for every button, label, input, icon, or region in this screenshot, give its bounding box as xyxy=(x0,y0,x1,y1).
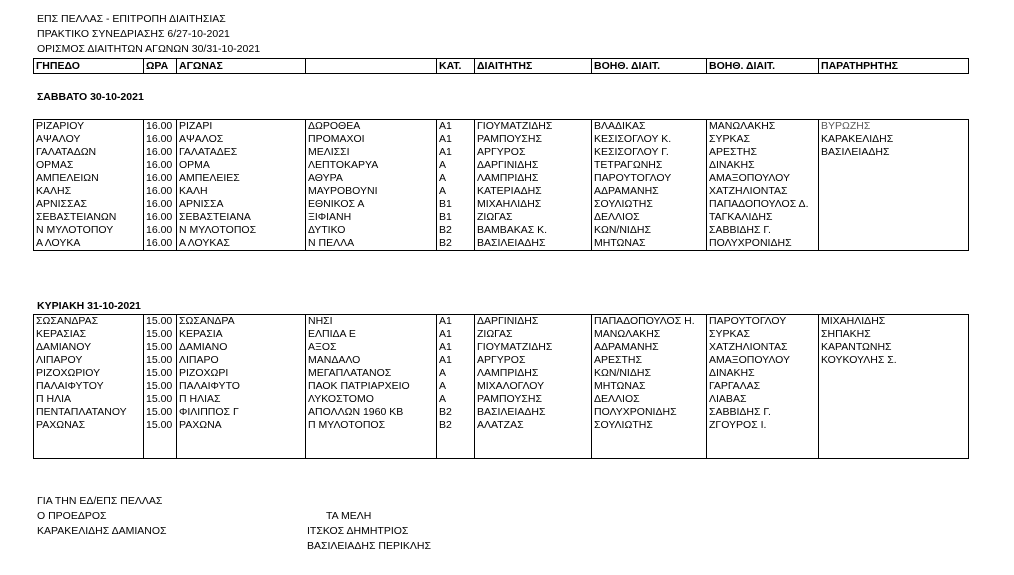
cell-venue: Π ΗΛΙΑ xyxy=(34,393,144,406)
cell-category: Α xyxy=(437,185,475,198)
cell-time: 15.00 xyxy=(144,367,177,380)
cell-time: 16.00 xyxy=(144,159,177,172)
table-row xyxy=(34,445,969,459)
cell-referee: ΑΡΓΥΡΟΣ xyxy=(475,146,592,159)
cell-venue: ΓΑΛΑΤΑΔΩΝ xyxy=(34,146,144,159)
cell-referee: ΖΙΩΓΑΣ xyxy=(475,328,592,341)
cell-venue: ΡΙΖΟΧΩΡΙΟΥ xyxy=(34,367,144,380)
column-header-assistant-2: ΒΟΗΘ. ΔΙΑΙΤ. xyxy=(707,59,819,74)
cell-referee: ΚΑΤΕΡΙΑΔΗΣ xyxy=(475,185,592,198)
cell-time: 16.00 xyxy=(144,146,177,159)
cell-home-team: ΡΑΧΩΝΑ xyxy=(177,419,306,432)
table-row xyxy=(34,211,969,224)
cell-assistant-2: ΖΓΟΥΡΟΣ Ι. xyxy=(707,419,819,432)
column-header-away-team xyxy=(306,59,437,74)
cell-assistant-2 xyxy=(707,445,819,459)
cell-assistant-2: ΧΑΤΖΗΛΙΟΝΤΑΣ xyxy=(707,185,819,198)
cell-assistant-2: ΑΜΑΞΟΠΟΥΛΟΥ xyxy=(707,172,819,185)
cell-time: 15.00 xyxy=(144,380,177,393)
cell-referee: ΜΙΧΑΛΟΓΛΟΥ xyxy=(475,380,592,393)
cell-category xyxy=(437,445,475,459)
cell-referee: ΜΙΧΑΗΛΙΔΗΣ xyxy=(475,198,592,211)
cell-referee xyxy=(475,445,592,459)
cell-observer xyxy=(819,159,969,172)
cell-category: Α1 xyxy=(437,354,475,367)
column-header-category: ΚΑΤ. xyxy=(437,59,475,74)
cell-away-team: ΑΠΟΛΛΩΝ 1960 ΚΒ xyxy=(306,406,437,419)
cell-category: Α1 xyxy=(437,146,475,159)
cell-home-team: ΡΙΖΟΧΩΡΙ xyxy=(177,367,306,380)
column-header-time: ΩΡΑ xyxy=(144,59,177,74)
cell-referee: ΒΑΣΙΛΕΙΑΔΗΣ xyxy=(475,237,592,251)
cell-away-team: ΠΡΟΜΑΧΟΙ xyxy=(306,133,437,146)
cell-assistant-1: ΤΕΤΡΑΓΩΝΗΣ xyxy=(592,159,707,172)
president-title: Ο ΠΡΟΕΔΡΟΣ xyxy=(37,510,107,522)
cell-away-team: ΔΩΡΟΘΕΑ xyxy=(306,120,437,134)
cell-venue: ΚΑΛΗΣ xyxy=(34,185,144,198)
cell-venue xyxy=(34,432,144,445)
cell-referee: ΑΛΑΤΖΑΣ xyxy=(475,419,592,432)
cell-observer: ΚΑΡΑΝΤΩΝΗΣ xyxy=(819,341,969,354)
table-row xyxy=(34,393,969,406)
cell-referee: ΒΑΜΒΑΚΑΣ Κ. xyxy=(475,224,592,237)
cell-assistant-1: ΣΟΥΛΙΩΤΗΣ xyxy=(592,198,707,211)
cell-assistant-2: ΣΥΡΚΑΣ xyxy=(707,328,819,341)
cell-venue: Ν ΜΥΛΟΤΟΠΟΥ xyxy=(34,224,144,237)
column-header-observer: ΠΑΡΑΤΗΡΗΤΗΣ xyxy=(819,59,969,74)
cell-time: 15.00 xyxy=(144,419,177,432)
cell-away-team: ΕΛΠΙΔΑ Ε xyxy=(306,328,437,341)
cell-time: 16.00 xyxy=(144,120,177,134)
cell-home-team: ΡΙΖΑΡΙ xyxy=(177,120,306,134)
column-header-home-team: ΑΓΩΝΑΣ xyxy=(177,59,306,74)
cell-home-team: Π ΗΛΙΑΣ xyxy=(177,393,306,406)
header-line-3: ΟΡΙΣΜΟΣ ΔΙΑΙΤΗΤΩΝ ΑΓΩΝΩΝ 30/31-10-2021 xyxy=(37,43,261,55)
cell-category: Β2 xyxy=(437,419,475,432)
cell-home-team: ΠΑΛΑΙΦΥΤΟ xyxy=(177,380,306,393)
cell-time xyxy=(144,445,177,459)
table-row xyxy=(34,146,969,159)
cell-home-team: Ν ΜΥΛΟΤΟΠΟΣ xyxy=(177,224,306,237)
cell-category: Α xyxy=(437,172,475,185)
cell-category: Β1 xyxy=(437,211,475,224)
cell-venue: ΠΑΛΑΙΦΥΤΟΥ xyxy=(34,380,144,393)
cell-away-team: ΔΥΤΙΚΟ xyxy=(306,224,437,237)
cell-away-team xyxy=(306,432,437,445)
cell-observer: ΚΑΡΑΚΕΛΙΔΗΣ xyxy=(819,133,969,146)
cell-observer xyxy=(819,211,969,224)
cell-assistant-1: ΔΕΛΛΙΟΣ xyxy=(592,393,707,406)
column-header-venue: ΓΗΠΕΔΟ xyxy=(34,59,144,74)
cell-observer xyxy=(819,380,969,393)
cell-assistant-1: ΚΕΣΙΣΟΓΛΟΥ Γ. xyxy=(592,146,707,159)
cell-time: 15.00 xyxy=(144,328,177,341)
cell-category: Β2 xyxy=(437,406,475,419)
column-header-referee: ΔΙΑΙΤΗΤΗΣ xyxy=(475,59,592,74)
cell-assistant-2: ΑΡΕΣΤΗΣ xyxy=(707,146,819,159)
cell-assistant-1: ΜΑΝΩΛΑΚΗΣ xyxy=(592,328,707,341)
cell-away-team: ΜΑΝΔΑΛΟ xyxy=(306,354,437,367)
cell-time: 15.00 xyxy=(144,354,177,367)
cell-assistant-2: ΠΟΛΥΧΡΟΝΙΔΗΣ xyxy=(707,237,819,251)
cell-assistant-1: ΠΟΛΥΧΡΟΝΙΔΗΣ xyxy=(592,406,707,419)
cell-assistant-1: ΚΩΝ/ΝΙΔΗΣ xyxy=(592,367,707,380)
cell-time: 16.00 xyxy=(144,185,177,198)
cell-assistant-2: ΛΙΑΒΑΣ xyxy=(707,393,819,406)
cell-home-team: ΟΡΜΑ xyxy=(177,159,306,172)
cell-venue: ΑΜΠΕΛΕΙΩΝ xyxy=(34,172,144,185)
cell-away-team: ΕΘΝΙΚΟΣ Α xyxy=(306,198,437,211)
cell-observer xyxy=(819,419,969,432)
cell-assistant-2: ΑΜΑΞΟΠΟΥΛΟΥ xyxy=(707,354,819,367)
cell-time: 15.00 xyxy=(144,341,177,354)
cell-venue: ΡΙΖΑΡΙΟΥ xyxy=(34,120,144,134)
cell-venue: ΣΕΒΑΣΤΕΙΑΝΩΝ xyxy=(34,211,144,224)
table-row xyxy=(34,172,969,185)
cell-assistant-1: ΠΑΡΟΥΤΟΓΛΟΥ xyxy=(592,172,707,185)
cell-home-team: ΑΡΝΙΣΣΑ xyxy=(177,198,306,211)
cell-referee: ΔΑΡΓΙΝΙΔΗΣ xyxy=(475,159,592,172)
cell-home-team: ΛΙΠΑΡΟ xyxy=(177,354,306,367)
cell-home-team: ΑΜΠΕΛΕΙΕΣ xyxy=(177,172,306,185)
cell-observer xyxy=(819,237,969,251)
cell-assistant-1: ΑΡΕΣΤΗΣ xyxy=(592,354,707,367)
cell-home-team: ΚΕΡΑΣΙΑ xyxy=(177,328,306,341)
cell-time: 16.00 xyxy=(144,133,177,146)
cell-assistant-2: ΤΑΓΚΑΛΙΔΗΣ xyxy=(707,211,819,224)
cell-observer: ΣΗΠΑΚΗΣ xyxy=(819,328,969,341)
cell-referee: ΔΑΡΓΙΝΙΔΗΣ xyxy=(475,315,592,329)
cell-away-team: ΑΞΟΣ xyxy=(306,341,437,354)
cell-referee: ΓΙΟΥΜΑΤΖΙΔΗΣ xyxy=(475,120,592,134)
cell-referee: ΖΙΩΓΑΣ xyxy=(475,211,592,224)
sunday-title: ΚΥΡΙΑΚΗ 31-10-2021 xyxy=(37,300,141,312)
cell-assistant-2 xyxy=(707,432,819,445)
cell-away-team: ΛΕΠΤΟΚΑΡΥΑ xyxy=(306,159,437,172)
table-row xyxy=(34,315,969,329)
members-title: ΤΑ ΜΕΛΗ xyxy=(326,510,372,522)
cell-assistant-1: ΚΩΝ/ΝΙΔΗΣ xyxy=(592,224,707,237)
cell-time xyxy=(144,432,177,445)
president-name: ΚΑΡΑΚΕΛΙΔΗΣ ΔΑΜΙΑΝΟΣ xyxy=(37,525,167,537)
cell-category: Α1 xyxy=(437,341,475,354)
cell-venue: Α ΛΟΥΚΑ xyxy=(34,237,144,251)
cell-category: Α xyxy=(437,367,475,380)
cell-assistant-2: ΜΑΝΩΛΑΚΗΣ xyxy=(707,120,819,134)
cell-observer xyxy=(819,367,969,380)
cell-observer xyxy=(819,198,969,211)
cell-venue: ΠΕΝΤΑΠΛΑΤΑΝΟΥ xyxy=(34,406,144,419)
cell-away-team: ΞΙΦΙΑΝΗ xyxy=(306,211,437,224)
cell-assistant-1: ΑΔΡΑΜΑΝΗΣ xyxy=(592,341,707,354)
column-header-row xyxy=(34,59,969,74)
cell-venue: ΡΑΧΩΝΑΣ xyxy=(34,419,144,432)
cell-assistant-2: ΠΑΡΟΥΤΟΓΛΟΥ xyxy=(707,315,819,329)
cell-venue: ΣΩΣΑΝΔΡΑΣ xyxy=(34,315,144,329)
cell-venue: ΟΡΜΑΣ xyxy=(34,159,144,172)
table-row xyxy=(34,406,969,419)
table-row xyxy=(34,120,969,134)
cell-referee: ΒΑΣΙΛΕΙΑΔΗΣ xyxy=(475,406,592,419)
cell-assistant-2: ΣΑΒΒΙΔΗΣ Γ. xyxy=(707,406,819,419)
cell-assistant-1: ΠΑΠΑΔΟΠΟΥΛΟΣ Η. xyxy=(592,315,707,329)
cell-category: Α xyxy=(437,380,475,393)
cell-time: 16.00 xyxy=(144,198,177,211)
cell-venue: ΑΨΑΛΟΥ xyxy=(34,133,144,146)
cell-time: 16.00 xyxy=(144,237,177,251)
cell-home-team: ΓΑΛΑΤΑΔΕΣ xyxy=(177,146,306,159)
table-row xyxy=(34,380,969,393)
cell-away-team: ΠΑΟΚ ΠΑΤΡΙΑΡΧΕΙΟ xyxy=(306,380,437,393)
cell-observer: ΜΙΧΑΗΛΙΔΗΣ xyxy=(819,315,969,329)
cell-away-team: ΜΕΓΑΠΛΑΤΑΝΟΣ xyxy=(306,367,437,380)
cell-referee xyxy=(475,432,592,445)
table-row xyxy=(34,224,969,237)
table-row xyxy=(34,419,969,432)
cell-referee: ΛΑΜΠΡΙΔΗΣ xyxy=(475,367,592,380)
cell-away-team: ΜΑΥΡΟΒΟΥΝΙ xyxy=(306,185,437,198)
column-header-assistant-1: ΒΟΗΘ. ΔΙΑΙΤ. xyxy=(592,59,707,74)
cell-home-team: ΔΑΜΙΑΝΟ xyxy=(177,341,306,354)
cell-time: 15.00 xyxy=(144,315,177,329)
table-row xyxy=(34,432,969,445)
cell-assistant-1: ΚΕΣΙΣΟΓΛΟΥ Κ. xyxy=(592,133,707,146)
cell-home-team: ΣΕΒΑΣΤΕΙΑΝΑ xyxy=(177,211,306,224)
sunday-table xyxy=(33,314,969,459)
cell-referee: ΡΑΜΠΟΥΣΗΣ xyxy=(475,393,592,406)
header-line-2: ΠΡΑΚΤΙΚΟ ΣΥΝΕΔΡΙΑΣΗΣ 6/27-10-2021 xyxy=(37,28,230,40)
cell-category: Α1 xyxy=(437,120,475,134)
cell-observer xyxy=(819,406,969,419)
cell-time: 15.00 xyxy=(144,406,177,419)
cell-category: Α1 xyxy=(437,328,475,341)
cell-referee: ΡΑΜΠΟΥΣΗΣ xyxy=(475,133,592,146)
member-1-name: ΙΤΣΚΟΣ ΔΗΜΗΤΡΙΟΣ xyxy=(307,525,409,537)
cell-assistant-1 xyxy=(592,432,707,445)
cell-home-team: Α ΛΟΥΚΑΣ xyxy=(177,237,306,251)
saturday-table xyxy=(33,119,969,251)
table-row xyxy=(34,354,969,367)
cell-home-team: ΚΑΛΗ xyxy=(177,185,306,198)
cell-assistant-1: ΑΔΡΑΜΑΝΗΣ xyxy=(592,185,707,198)
cell-venue: ΚΕΡΑΣΙΑΣ xyxy=(34,328,144,341)
cell-referee: ΑΡΓΥΡΟΣ xyxy=(475,354,592,367)
cell-home-team xyxy=(177,445,306,459)
column-header-table xyxy=(33,58,969,74)
table-row xyxy=(34,328,969,341)
member-2-name: ΒΑΣΙΛΕΙΑΔΗΣ ΠΕΡΙΚΛΗΣ xyxy=(307,540,431,552)
table-row xyxy=(34,159,969,172)
cell-away-team xyxy=(306,445,437,459)
saturday-title: ΣΑΒΒΑΤΟ 30-10-2021 xyxy=(37,91,144,103)
cell-observer xyxy=(819,172,969,185)
cell-assistant-2: ΣΥΡΚΑΣ xyxy=(707,133,819,146)
cell-observer xyxy=(819,224,969,237)
cell-observer: ΒΥΡΩΖΗΣ xyxy=(819,120,969,134)
cell-venue: ΑΡΝΙΣΣΑΣ xyxy=(34,198,144,211)
table-row xyxy=(34,133,969,146)
cell-assistant-1 xyxy=(592,445,707,459)
cell-observer: ΒΑΣΙΛΕΙΑΔΗΣ xyxy=(819,146,969,159)
cell-assistant-1: ΔΕΛΛΙΟΣ xyxy=(592,211,707,224)
cell-observer: ΚΟΥΚΟΥΛΗΣ Σ. xyxy=(819,354,969,367)
cell-time: 16.00 xyxy=(144,172,177,185)
cell-venue: ΔΑΜΙΑΝΟΥ xyxy=(34,341,144,354)
footer-org: ΓΙΑ ΤΗΝ ΕΔ/ΕΠΣ ΠΕΛΛΑΣ xyxy=(37,495,163,507)
cell-venue: ΛΙΠΑΡΟΥ xyxy=(34,354,144,367)
cell-category: Α xyxy=(437,159,475,172)
cell-home-team: ΣΩΣΑΝΔΡΑ xyxy=(177,315,306,329)
cell-time: 15.00 xyxy=(144,393,177,406)
cell-assistant-2: ΧΑΤΖΗΛΙΟΝΤΑΣ xyxy=(707,341,819,354)
cell-assistant-1: ΣΟΥΛΙΩΤΗΣ xyxy=(592,419,707,432)
cell-category xyxy=(437,432,475,445)
cell-away-team: Π ΜΥΛΟΤΟΠΟΣ xyxy=(306,419,437,432)
cell-category: Α xyxy=(437,393,475,406)
cell-observer xyxy=(819,185,969,198)
cell-referee: ΛΑΜΠΡΙΔΗΣ xyxy=(475,172,592,185)
table-row xyxy=(34,185,969,198)
table-row xyxy=(34,341,969,354)
table-row xyxy=(34,237,969,251)
cell-time: 16.00 xyxy=(144,224,177,237)
cell-away-team: ΛΥΚΟΣΤΟΜΟ xyxy=(306,393,437,406)
cell-category: Β1 xyxy=(437,198,475,211)
cell-assistant-2: ΠΑΠΑΔΟΠΟΥΛΟΣ Δ. xyxy=(707,198,819,211)
cell-away-team: ΜΕΛΙΣΣΙ xyxy=(306,146,437,159)
cell-away-team: ΑΘΥΡΑ xyxy=(306,172,437,185)
cell-observer xyxy=(819,445,969,459)
cell-category: Α1 xyxy=(437,315,475,329)
cell-venue xyxy=(34,445,144,459)
cell-assistant-2: ΔΙΝΑΚΗΣ xyxy=(707,367,819,380)
cell-assistant-2: ΔΙΝΑΚΗΣ xyxy=(707,159,819,172)
cell-observer xyxy=(819,393,969,406)
table-row xyxy=(34,367,969,380)
cell-home-team xyxy=(177,432,306,445)
cell-time: 16.00 xyxy=(144,211,177,224)
cell-observer xyxy=(819,432,969,445)
cell-category: Β2 xyxy=(437,237,475,251)
header-line-1: ΕΠΣ ΠΕΛΛΑΣ - ΕΠΙΤΡΟΠΗ ΔΙΑΙΤΗΣΙΑΣ xyxy=(37,13,226,25)
cell-away-team: ΝΗΣΙ xyxy=(306,315,437,329)
table-row xyxy=(34,198,969,211)
cell-away-team: Ν ΠΕΛΛΑ xyxy=(306,237,437,251)
cell-referee: ΓΙΟΥΜΑΤΖΙΔΗΣ xyxy=(475,341,592,354)
cell-assistant-1: ΜΗΤΩΝΑΣ xyxy=(592,380,707,393)
cell-home-team: ΑΨΑΛΟΣ xyxy=(177,133,306,146)
cell-assistant-2: ΣΑΒΒΙΔΗΣ Γ. xyxy=(707,224,819,237)
cell-assistant-1: ΜΗΤΩΝΑΣ xyxy=(592,237,707,251)
cell-assistant-2: ΓΑΡΓΑΛΑΣ xyxy=(707,380,819,393)
cell-home-team: ΦΙΛΙΠΠΟΣ Γ xyxy=(177,406,306,419)
cell-category: Β2 xyxy=(437,224,475,237)
cell-category: Α1 xyxy=(437,133,475,146)
cell-assistant-1: ΒΛΑΔΙΚΑΣ xyxy=(592,120,707,134)
